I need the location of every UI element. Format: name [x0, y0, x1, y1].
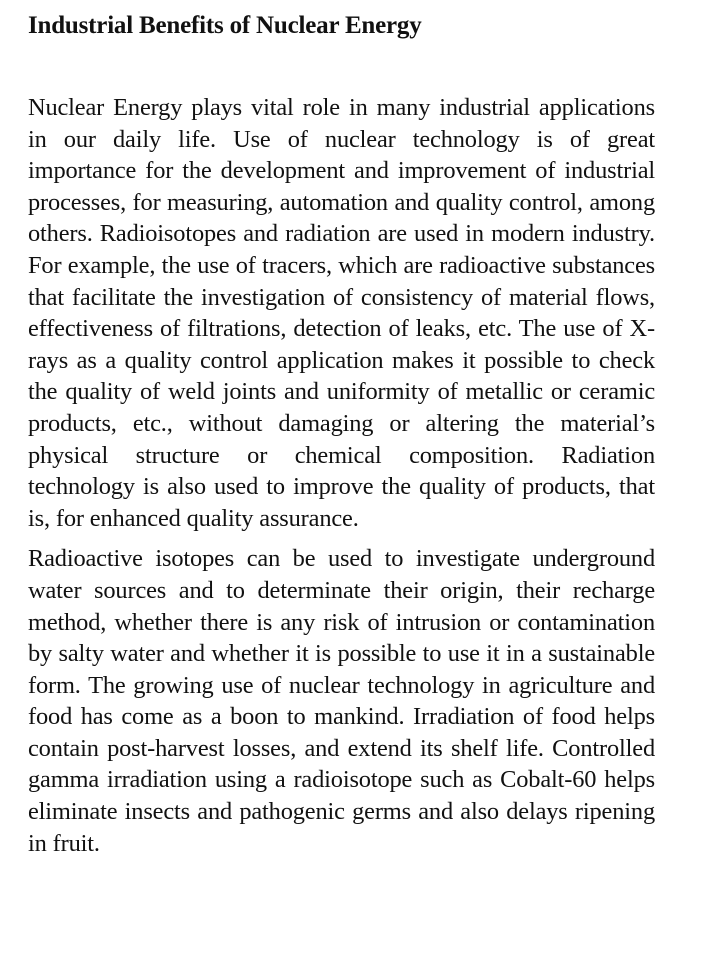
- body-paragraph-2: Radioactive isotopes can be used to investigate underground water sources and to determinate their origin, their recharge method, whether there is any risk of intrusion or contamination by salty water and whether it is possible to use it in a sustainable form. The growing use of nuclear technology in agriculture and food has come as a boon to mankind. Irradiation of food helps contain post-harvest losses, and extend its shelf life. Controlled gamma irradiation using a radioisotope such as Cobalt-60 helps eliminate insects and pathogenic germs and also delays ripening in fruit.: [28, 545, 655, 857]
- document-title: Industrial Benefits of Nuclear Energy: [28, 12, 422, 39]
- document-page: [28, 0, 655, 859]
- body-paragraph-1: Nuclear Energy plays vital role in many industrial applications in our daily life. Use of nuclear technology is of great importance for the development and improvement of industrial processes, for measuring, automation and quality control, among others. Radioisotopes and radiation are used in modern industry. For example, the use of tracers, which are radioactive substances that facilitate the investigation of consistency of material flows, effectiveness of filtrations, detection of leaks, etc. The use of X-rays as a quality control application makes it possible to check the quality of weld joints and uniformity of metallic or ceramic products, etc., without damaging or altering the material’s physical structure or chemical composition. Radiation technology is also used to improve the quality of products, that is, for enhanced quality assurance.: [28, 94, 655, 532]
